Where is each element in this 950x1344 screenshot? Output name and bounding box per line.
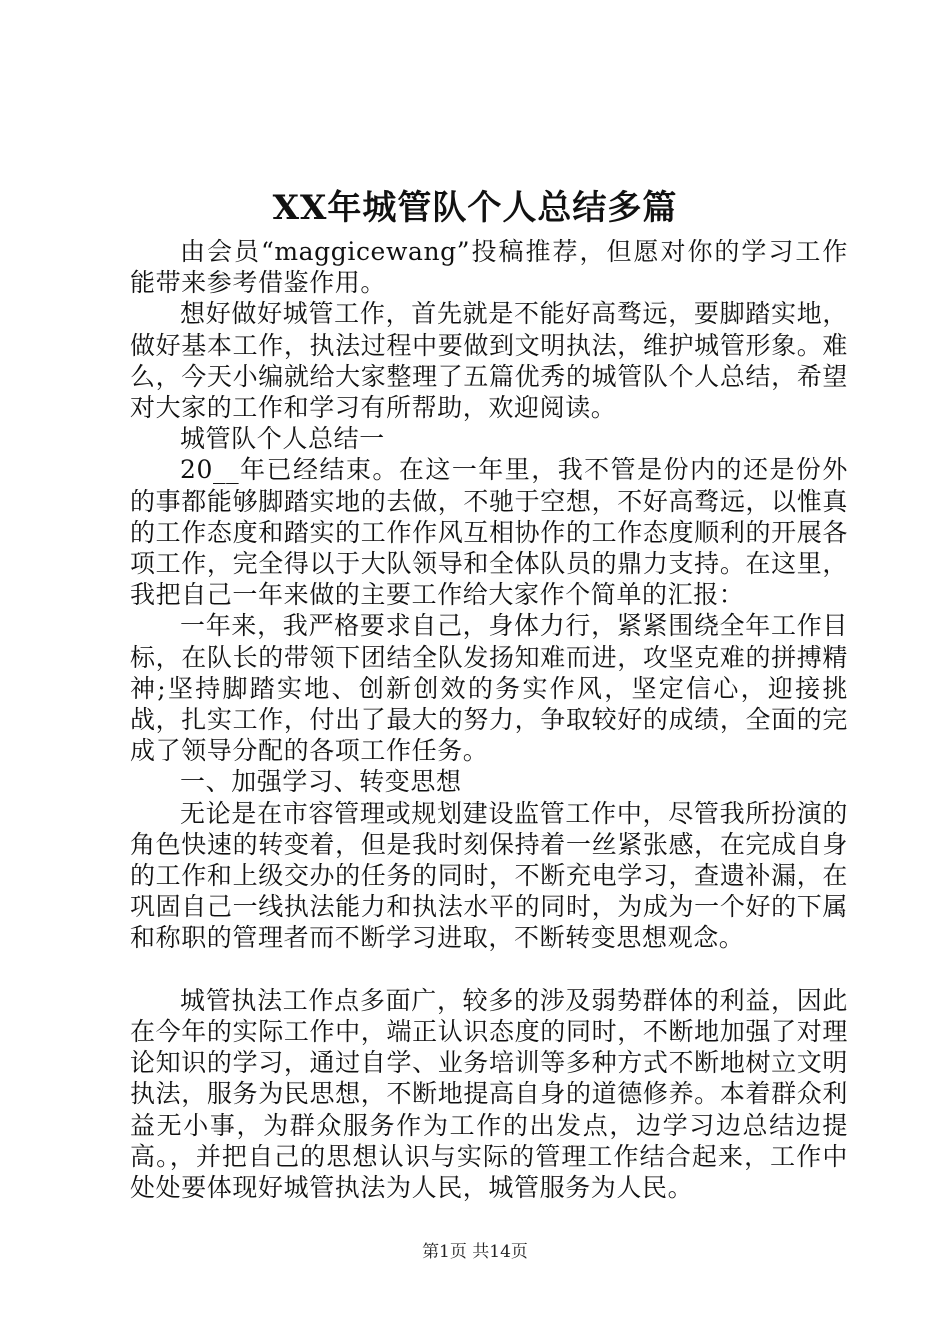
body-paragraph: 城管执法工作点多面广，较多的涉及弱势群体的利益，因此在今年的实际工作中，端正认识态度的同时，不断地加强了对理论知识的学习，通过自学、业务培训等多种方式不断地树立文明执法，服务为民思想，不断地提高自身的道德修养。本着群众利益无小事，为群众服务作为工作的出发点，边学习边总结边提高。，并把自己的思想认识与实际的管理工作结合起来，工作中处处要体现好城管执法为人民，城管服务为人民。 [130,985,848,1203]
document-body [130,236,848,1203]
body-paragraph: 20__年已经结束。在这一年里，我不管是份内的还是份外的事都能够脚踏实地的去做，不驰于空想，不好高骛远，以惟真的工作态度和踏实的工作作风互相协作的工作态度顺利的开展各项工作，完全得以于大队领导和全体队员的鼎力支持。在这里，我把自己一年来做的主要工作给大家作个简单的汇报： [130,455,848,610]
blank-line [130,954,848,985]
page-footer: 第1页 共14页 [422,1242,528,1262]
document-title: XX年城管队个人总结多篇 [272,188,678,228]
body-paragraph: 一年来，我严格要求自己，身体力行，紧紧围绕全年工作目标，在队长的带领下团结全队发扬知难而进，攻坚克难的拼搏精神;坚持脚踏实地、创新创效的务实作风，坚定信心，迎接挑战，扎实工作，付出了最大的努力，争取较好的成绩，全面的完成了领导分配的各项工作任务。 [130,611,848,766]
preface-paragraph: 想好做好城管工作，首先就是不能好高骛远，要脚踏实地，做好基本工作，执法过程中要做到文明执法，维护城管形象。难么，今天小编就给大家整理了五篇优秀的城管队个人总结，希望对大家的工作和学习有所帮助，欢迎阅读。 [130,299,848,423]
subsection-heading: 一、加强学习、转变思想 [180,767,462,797]
section-heading: 城管队个人总结一 [180,424,385,454]
body-paragraph: 无论是在市容管理或规划建设监管工作中，尽管我所扮演的角色快速的转变着，但是我时刻保持着一丝紧张感，在完成自身的工作和上级交办的任务的同时，不断充电学习，查遗补漏，在巩固自己一线执法能力和执法水平的同时，为成为一个好的下属和称职的管理者而不断学习进取，不断转变思想观念。 [130,798,848,953]
intro-paragraph: 由会员“maggicewang”投稿推荐，但愿对你的学习工作能带来参考借鉴作用。 [130,237,848,298]
